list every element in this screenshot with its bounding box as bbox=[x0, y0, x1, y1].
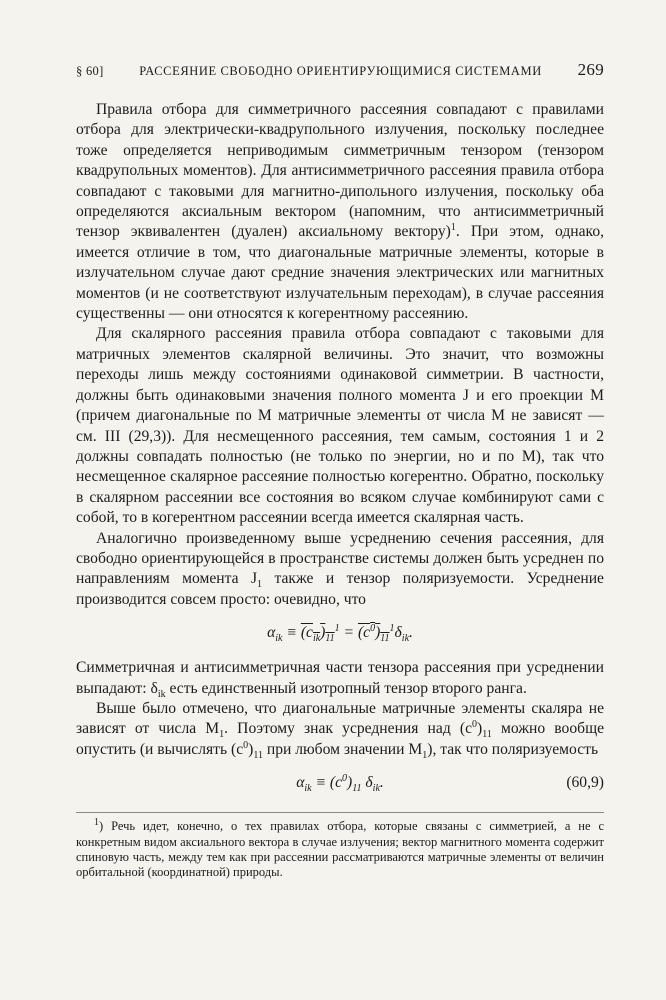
equation-number: (60,9) bbox=[566, 774, 604, 792]
formula-polarizability-average: $\alpha_{ik} \equiv (c_{ik})_{11}^1 = (c^0)_{11}^1\delta_{ik}$. bbox=[267, 622, 413, 645]
page-number: 269 bbox=[577, 60, 604, 79]
formula-60-9: $\alpha_{ik} \equiv (c^0)_{11}$ $\delta_{ik}$. (60,9) bbox=[76, 768, 604, 798]
section-marker: § 60] bbox=[76, 64, 104, 78]
main-text bbox=[76, 100, 604, 798]
footnote-ref[interactable]: 1 bbox=[450, 222, 456, 234]
footnote-text: ) Речь идет, конечно, о тех правилах отбора, которые связаны с симметрией, а не с конкретным видом аксиального вектора в случае излучения; вектор магнитного момента содержит спиновую часть, между тем как при рассеянии рассматриваются матричные элементы от величин орбитальной (координатной) природы. bbox=[76, 819, 604, 880]
paragraph-5: Выше было отмечено, что диагональные матричные элементы скаляра не зависят от числа $M_1$. Поэтому знак усреднения над $(c^0)_{11}$ можно вообще опустить (и вычислять $(c^0)_{11}$ при любом значении $M_1$), так что поляризуемость bbox=[76, 699, 604, 761]
paragraph-3: Аналогично произведенному выше усреднению сечения рассеяния, для свободно ориентирующейся в пространстве системы должен быть усреднен по направлениям момента $J_1$ также и тензор поляризуемости. Усреднение производится совсем просто: очевидно, что bbox=[76, 529, 604, 608]
footnote-marker: 1 bbox=[94, 817, 99, 829]
paragraph-1: Правила отбора для симметричного рассеяния совпадают с правилами отбора для электрически-квадрупольного излучения, поскольку последнее тоже определяется неприводимым симметричным тензором (тензором квадрупольных моментов). Для антисимметричного рассеяния правила отбора совпадают с таковыми для магнитно-дипольного излучения, поскольку оба определяются аксиальным вектором (напомним, что антисимметричный тензор эквивалентен (дуален) аксиальному вектору)$^1$. При этом, однако, имеется отличие в том, что диагональные матричные элементы, которые в излучательном случае дают средние значения электрических или магнитных моментов (и не соответствуют излучательным переходам), в случае рассеяния существенны — они относятся к когерентному рассеянию. bbox=[76, 101, 605, 323]
running-header bbox=[76, 60, 604, 80]
paragraph-4: Симметричная и антисимметричная части тензора рассеяния при усреднении выпадают: $\delta_{ik}$ есть единственный изотропный тензор второго ранга. bbox=[76, 659, 604, 700]
footnote bbox=[76, 812, 604, 881]
paragraph-2: Для скалярного рассеяния правила отбора совпадают с таковыми для матричных элементов скалярной величины. Это значит, что возможны переходы лишь между состояниями одинаковой симметрии. В частности, должны быть одинаковыми значения полного момента J и его проекции M (причем диагональные по M матричные элементы от числа M не зависят — см. III (29,3)). Для несмещенного рассеяния, тем самым, состояния 1 и 2 должны совпадать полностью (не только по энергии, но и по M), так что несмещенное скалярное рассеяние полностью когерентно. Обратно, поскольку в скалярном рассеянии все состояния во всяком случае комбинируют сами с собой, то в когерентном рассеянии всегда имеется скалярная часть. bbox=[76, 325, 604, 527]
chapter-title: РАССЕЯНИЕ СВОБОДНО ОРИЕНТИРУЮЩИМИСЯ СИСТЕМАМИ bbox=[139, 64, 542, 78]
